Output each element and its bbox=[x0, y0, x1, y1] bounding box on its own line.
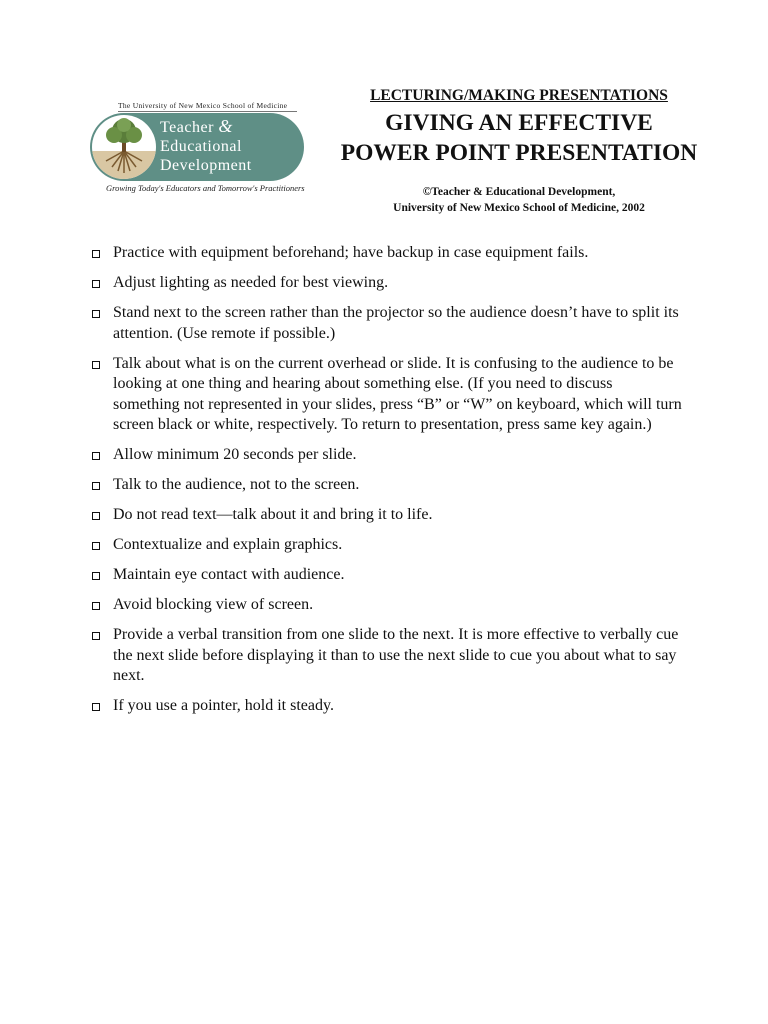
checkbox-icon bbox=[92, 250, 100, 258]
checkbox-icon bbox=[92, 703, 100, 711]
checklist-item-text: Avoid blocking view of screen. bbox=[113, 596, 314, 613]
checklist-item bbox=[92, 303, 682, 344]
checklist-item bbox=[92, 273, 682, 294]
logo-wordmark bbox=[160, 117, 252, 175]
checklist-item bbox=[92, 505, 682, 526]
ted-logo bbox=[90, 101, 308, 196]
checkbox-icon bbox=[92, 542, 100, 550]
logo-tagline: Growing Today's Educators and Tomorrow's Practitioners bbox=[106, 183, 305, 193]
copyright-credit bbox=[318, 184, 720, 216]
checklist-item bbox=[92, 354, 682, 436]
credit-line-1: ©Teacher & Educational Development, bbox=[422, 186, 616, 198]
checklist bbox=[92, 243, 682, 726]
checklist-item bbox=[92, 535, 682, 556]
logo-institution: The University of New Mexico School of Medicine bbox=[118, 101, 288, 110]
checkbox-icon bbox=[92, 361, 100, 369]
logo-banner bbox=[90, 113, 304, 181]
checkbox-icon bbox=[92, 310, 100, 318]
checkbox-icon bbox=[92, 512, 100, 520]
checklist-item bbox=[92, 696, 682, 717]
checklist-item bbox=[92, 625, 682, 687]
checklist-item-text: Adjust lighting as needed for best viewing. bbox=[113, 274, 389, 291]
checkbox-icon bbox=[92, 572, 100, 580]
checklist-item bbox=[92, 475, 682, 496]
logo-ampersand: & bbox=[218, 116, 233, 136]
checklist-item-text: Contextualize and explain graphics. bbox=[113, 536, 343, 553]
checklist-item-text: Maintain eye contact with audience. bbox=[113, 566, 345, 583]
logo-word-educational: Educational bbox=[160, 138, 242, 155]
checkbox-icon bbox=[92, 602, 100, 610]
title-line-1: GIVING AN EFFECTIVE bbox=[385, 110, 653, 136]
checklist-item bbox=[92, 445, 682, 466]
logo-word-development: Development bbox=[160, 157, 252, 174]
logo-word-teacher: Teacher bbox=[160, 119, 214, 136]
section-subtitle: LECTURING/MAKING PRESENTATIONS bbox=[370, 87, 668, 104]
checklist-item-text: Provide a verbal transition from one slide to the next. It is more effective to verbally cue the next slide before displaying it than to use the next slide to cue you about what to say next. bbox=[113, 626, 679, 684]
document-header bbox=[318, 86, 720, 216]
checklist-item-text: Talk about what is on the current overhead or slide. It is confusing to the audience to be looking at one thing and hearing about something else. (If you need to discuss something not represented in your slides, press “B” or “W” on keyboard, which will turn screen black or white, respectively. To return to presentation, press same key again.) bbox=[113, 354, 682, 433]
title-line-2: POWER POINT PRESENTATION bbox=[340, 140, 698, 166]
credit-line-2: University of New Mexico School of Medicine, 2002 bbox=[393, 202, 645, 214]
checklist-item-text: Practice with equipment beforehand; have backup in case equipment fails. bbox=[113, 244, 589, 261]
checklist-item bbox=[92, 565, 682, 586]
tree-icon bbox=[92, 115, 156, 179]
checklist-item-text: If you use a pointer, hold it steady. bbox=[113, 697, 334, 714]
checklist-item bbox=[92, 595, 682, 616]
checklist-item-text: Allow minimum 20 seconds per slide. bbox=[113, 446, 357, 463]
checklist-item-text: Stand next to the screen rather than the projector so the audience doesn’t have to split its attention. (Use remote if possible.) bbox=[113, 304, 679, 342]
checklist-item-text: Talk to the audience, not to the screen. bbox=[113, 476, 360, 493]
checkbox-icon bbox=[92, 452, 100, 460]
checkbox-icon bbox=[92, 280, 100, 288]
checkbox-icon bbox=[92, 632, 100, 640]
checklist-item-text: Do not read text—talk about it and bring it to life. bbox=[113, 506, 433, 523]
page-title bbox=[318, 108, 720, 168]
checklist-item bbox=[92, 243, 682, 264]
checkbox-icon bbox=[92, 482, 100, 490]
